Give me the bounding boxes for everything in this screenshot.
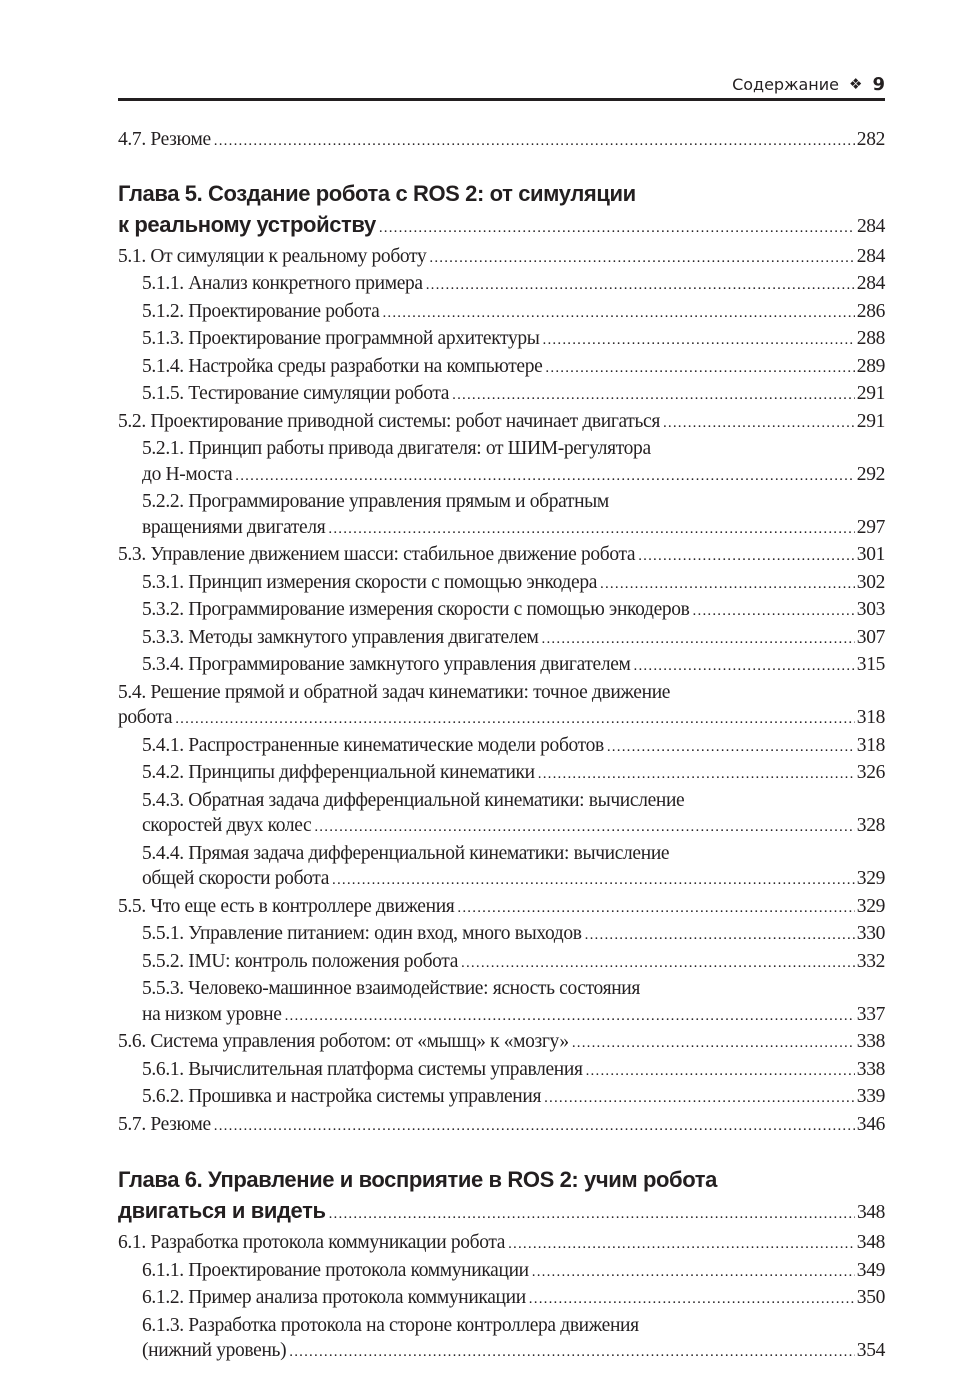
- page-number: 9: [872, 73, 885, 95]
- toc-entry-title: 5.1. От симуляции к реальному роботу: [118, 245, 427, 267]
- leader-dots: [429, 246, 854, 272]
- toc-entry: [118, 1258, 885, 1286]
- toc-entry: [118, 127, 885, 155]
- toc-entry-title: 5.4.2. Принципы дифференциальной кинематики: [142, 762, 535, 783]
- toc-entry-page: 292: [856, 463, 885, 485]
- toc-entry: [118, 436, 885, 489]
- toc-entry-title: 5.5. Что еще есть в контроллере движения: [118, 895, 455, 917]
- toc-entry-page: 349: [856, 1259, 885, 1281]
- toc-entry: [118, 1029, 885, 1057]
- toc-entry-page: 348: [856, 1232, 885, 1253]
- leader-dots: [452, 383, 855, 409]
- toc-entry-page: 318: [856, 707, 885, 728]
- toc-chapter: [118, 178, 885, 244]
- toc-entry: [118, 625, 885, 653]
- toc-entry: [118, 244, 885, 272]
- leader-dots: [543, 328, 855, 354]
- leader-dots: [461, 951, 855, 977]
- toc-entry-title: 5.4.1. Распространенные кинематические модели роботов: [142, 734, 604, 756]
- toc-entry-title: 5.2. Проектирование приводной системы: робот начинает двигаться: [118, 410, 660, 432]
- leader-dots: [289, 1340, 855, 1366]
- toc-entry: [118, 949, 885, 977]
- toc-entry: [118, 1285, 885, 1313]
- toc-entry: [118, 542, 885, 570]
- toc-entry-title-line2: вращениями двигателя: [142, 516, 326, 538]
- running-head: [732, 70, 885, 98]
- toc-entry-title-line2: до H-моста: [142, 463, 233, 485]
- toc-entry-title: 5.5.2. IMU: контроль положения робота: [142, 950, 459, 972]
- toc-entry-title: 5.7. Резюме: [118, 1113, 211, 1135]
- toc-entry-page: 297: [856, 516, 885, 538]
- toc-entry: [118, 841, 885, 894]
- leader-dots: [538, 762, 855, 788]
- toc-entry-title: 6.1. Разработка протокола коммуникации робота: [118, 1232, 506, 1253]
- leader-dots: [214, 129, 855, 155]
- toc-entry-title: 5.6. Система управления роботом: от «мышц» к «мозгу»: [118, 1031, 569, 1052]
- toc-entry-title-line2: скоростей двух колес: [142, 815, 312, 836]
- leader-dots: [332, 868, 855, 894]
- toc-entry: [118, 1057, 885, 1085]
- toc-entry-page: 284: [856, 245, 885, 267]
- toc-entry-page: 282: [856, 129, 885, 150]
- section-title: Содержание: [732, 74, 840, 94]
- toc-entry-page: 302: [856, 571, 885, 593]
- toc-entry: [118, 921, 885, 949]
- toc-entry-page: 350: [856, 1287, 885, 1308]
- toc-entry: [118, 597, 885, 625]
- leader-dots: [379, 213, 855, 244]
- toc-entry-title: 5.3.1. Принцип измерения скорости с помощью энкодера: [142, 571, 598, 593]
- leader-dots: [663, 411, 855, 437]
- toc-entry: [118, 1230, 885, 1258]
- toc-entry: [118, 299, 885, 327]
- leader-dots: [235, 464, 855, 490]
- leader-dots: [426, 273, 855, 299]
- spacer: [118, 1139, 885, 1164]
- toc-entry: [118, 760, 885, 788]
- toc-entry-title-line1: 5.4.3. Обратная задача дифференциальной кинематики: вычисление: [142, 789, 685, 811]
- toc-entry: [118, 894, 885, 922]
- toc-entry-page: 346: [856, 1113, 885, 1135]
- leader-dots: [314, 815, 854, 841]
- toc-entry-title: 5.5.1. Управление питанием: один вход, много выходов: [142, 923, 582, 944]
- toc-entry-title: 5.1.4. Настройка среды разработки на компьютере: [142, 355, 543, 377]
- toc-entry-title-line2: на низком уровне: [142, 1003, 282, 1025]
- toc-entry-title-line2: робота: [118, 707, 173, 728]
- toc-entry-title-line1: 6.1.3. Разработка протокола на стороне контроллера движения: [142, 1314, 639, 1336]
- toc-entry-page: 315: [856, 654, 885, 675]
- toc-entry: [118, 680, 885, 733]
- leader-dots: [457, 896, 854, 922]
- leader-dots: [634, 654, 855, 680]
- toc-entry-page: 330: [856, 923, 885, 944]
- leader-dots: [175, 707, 855, 733]
- toc-entry-page: 301: [856, 544, 885, 565]
- toc-entry-page: 348: [856, 1202, 885, 1223]
- toc-entry-page: 318: [856, 734, 885, 756]
- toc-entry-title-line1: 5.5.3. Человеко-машинное взаимодействие: ясность состояния: [142, 978, 640, 999]
- toc-entry-page: 332: [856, 950, 885, 972]
- toc-entry-title-line2: (нижний уровень): [142, 1340, 287, 1361]
- toc-entry-title: 5.1.5. Тестирование симуляции робота: [142, 383, 450, 404]
- leader-dots: [328, 517, 854, 543]
- toc-entry-page: 337: [856, 1003, 885, 1025]
- toc-entry-page: 303: [856, 599, 885, 620]
- leader-dots: [693, 599, 855, 625]
- toc-entry-title: 5.1.2. Проектирование робота: [142, 300, 380, 322]
- toc-entry-page: 338: [856, 1031, 885, 1052]
- toc-entry-page: 284: [856, 273, 885, 294]
- leader-dots: [285, 1004, 855, 1030]
- leader-dots: [542, 627, 855, 653]
- leader-dots: [585, 923, 855, 949]
- leader-dots: [586, 1059, 855, 1085]
- toc-entry-title: 5.3.4. Программирование замкнутого управления двигателем: [142, 654, 631, 675]
- toc-chapter: [118, 1164, 885, 1230]
- toc-entry: [118, 326, 885, 354]
- toc-entry: [118, 271, 885, 299]
- spacer: [118, 155, 885, 178]
- leader-dots: [638, 544, 855, 570]
- leader-dots: [607, 735, 855, 761]
- toc-entry: [118, 788, 885, 841]
- toc-chapter-title-line1: Глава 5. Создание робота с ROS 2: от симуляции: [118, 180, 636, 206]
- toc-entry-title: 6.1.2. Пример анализа протокола коммуникации: [142, 1287, 526, 1308]
- toc-entry-title: 5.6.2. Прошивка и настройка системы управления: [142, 1086, 542, 1107]
- toc-entry-title: 5.6.1. Вычислительная платформа системы управления: [142, 1058, 583, 1080]
- toc-entry-page: 286: [856, 300, 885, 322]
- toc-entry: [118, 570, 885, 598]
- toc-entry-page: 354: [856, 1340, 885, 1361]
- toc-entry: [118, 489, 885, 542]
- toc-entry-page: 329: [856, 868, 885, 889]
- toc-entry: [118, 1112, 885, 1140]
- toc-entry: [118, 733, 885, 761]
- header-rule: [118, 98, 885, 101]
- toc-entry-title-line1: 5.4. Решение прямой и обратной задач кинематики: точное движение: [118, 681, 671, 703]
- toc-chapter-title-line2: двигаться и видеть: [118, 1198, 326, 1223]
- leader-dots: [600, 572, 855, 598]
- toc-entry-page: 289: [856, 355, 885, 377]
- toc-chapter-title-line2: к реальному устройству: [118, 211, 376, 237]
- toc-entry-title: 4.7. Резюме: [118, 129, 211, 150]
- toc-entry: [118, 1084, 885, 1112]
- toc-entry-page: 328: [856, 815, 885, 836]
- toc-entry-title: 5.3.3. Методы замкнутого управления двигателем: [142, 626, 539, 648]
- toc-entry-page: 307: [856, 626, 885, 648]
- toc-entry-page: 291: [856, 383, 885, 404]
- toc-entry: [118, 652, 885, 680]
- leader-dots: [544, 1086, 855, 1112]
- table-of-contents: [118, 127, 885, 1366]
- leader-dots: [532, 1260, 855, 1286]
- toc-entry: [118, 976, 885, 1029]
- toc-chapter-title-line1: Глава 6. Управление и восприятие в ROS 2: учим робота: [118, 1167, 717, 1192]
- ornament-icon: ❖: [849, 74, 863, 93]
- toc-entry-title-line1: 5.4.4. Прямая задача дифференциальной кинематики: вычисление: [142, 842, 670, 864]
- toc-entry-page: 339: [856, 1086, 885, 1107]
- toc-entry-title-line1: 5.2.1. Принцип работы привода двигателя: от ШИМ-регулятора: [142, 438, 651, 459]
- toc-entry-title: 5.1.1. Анализ конкретного примера: [142, 273, 423, 294]
- leader-dots: [214, 1114, 855, 1140]
- toc-entry: [118, 1313, 885, 1366]
- toc-entry-title: 6.1.1. Проектирование протокола коммуникации: [142, 1259, 529, 1281]
- toc-entry-title: 5.3.2. Программирование измерения скорости с помощью энкодеров: [142, 599, 690, 620]
- leader-dots: [529, 1287, 855, 1313]
- toc-entry-page: 338: [856, 1058, 885, 1080]
- toc-entry-page: 326: [856, 762, 885, 783]
- leader-dots: [382, 301, 854, 327]
- toc-entry: [118, 409, 885, 437]
- leader-dots: [508, 1232, 855, 1258]
- leader-dots: [329, 1199, 855, 1230]
- toc-entry: [118, 381, 885, 409]
- toc-entry-page: 291: [856, 410, 885, 432]
- leader-dots: [545, 356, 854, 382]
- leader-dots: [572, 1031, 855, 1057]
- toc-entry-title: 5.1.3. Проектирование программной архитектуры: [142, 328, 540, 349]
- toc-entry-title: 5.3. Управление движением шасси: стабильное движение робота: [118, 544, 636, 565]
- toc-entry-title-line2: общей скорости робота: [142, 868, 329, 889]
- toc-entry-page: 288: [856, 328, 885, 349]
- toc-entry: [118, 354, 885, 382]
- toc-entry-title-line1: 5.2.2. Программирование управления прямым и обратным: [142, 491, 609, 512]
- toc-entry-page: 329: [856, 895, 885, 917]
- toc-entry-page: 284: [856, 215, 885, 237]
